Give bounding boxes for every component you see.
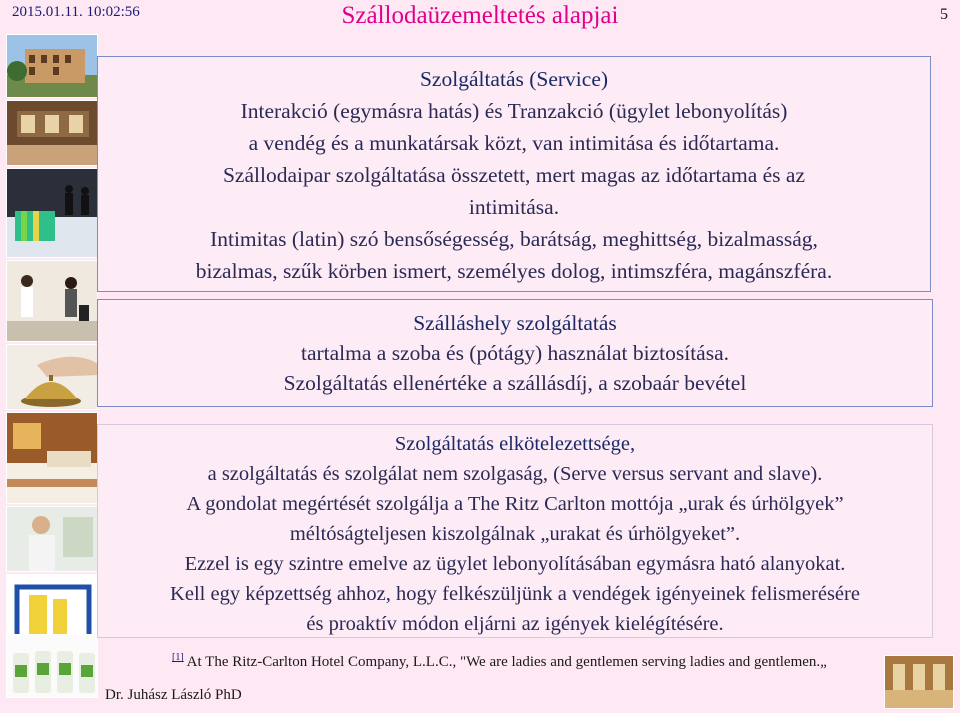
photo-strip (6, 34, 98, 698)
text-line: méltóságteljesen kiszolgálnak „urakat és úrhölgyeket”. (289, 523, 741, 545)
service-commitment-box (97, 424, 933, 638)
hotel-room-photo (6, 412, 98, 504)
text-line: A gondolat megértését szolgálja a The Ritz Carlton mottója „urak és úrhölgyek” (186, 493, 844, 515)
text-line: és proaktív módon eljárni az igények kielégítésére. (306, 613, 724, 635)
service-definition-box (97, 56, 931, 292)
footnote-link[interactable]: [1] (172, 652, 184, 663)
text-line: Ezzel is egy szintre emelve az ügylet lebonyolításában egymásra ható alanyokat. (184, 553, 846, 575)
footnote (172, 652, 827, 671)
slide-title: Szállodaüzemeltetés alapjai (341, 2, 619, 29)
hotel-interior-thumbnail (884, 655, 954, 709)
guests-arrival-photo (6, 260, 98, 342)
cleaning-products-photo (6, 634, 98, 698)
text-line: Szolgáltatás ellenértéke a szállásdíj, a szobaár bevétel (283, 371, 747, 395)
text-line: intimitása. (468, 195, 560, 219)
housekeeper-photo (6, 506, 98, 572)
commitment-heading: Szolgáltatás elkötelezettsége, (394, 433, 636, 455)
accommodation-heading: Szálláshely szolgáltatás (413, 311, 617, 335)
accommodation-service-box (97, 299, 933, 407)
text-line: bizalmas, szűk körben ismert, személyes dolog, intimszféra, magánszféra. (195, 259, 833, 283)
hotel-building-photo (6, 34, 98, 98)
service-bell-photo (6, 344, 98, 410)
hotel-lobby-photo (6, 100, 98, 166)
page-number: 5 (940, 6, 948, 23)
text-line: a szolgáltatás és szolgálat nem szolgaság, (Serve versus servant and slave). (207, 463, 823, 485)
author: Dr. Juhász László PhD (105, 687, 242, 703)
text-line: Szállodaipar szolgáltatása összetett, mert magas az időtartama és az (222, 163, 806, 187)
footnote-text: At The Ritz-Carlton Hotel Company, L.L.C., "We are ladies and gentlemen serving ladies and gentlemen.„ (186, 654, 827, 670)
reception-desk-photo (6, 168, 98, 258)
timestamp: 2015.01.11. 10:02:56 (12, 4, 140, 20)
text-line: Intimitas (latin) szó bensőségesség, barátság, meghittség, bizalmasság, (210, 227, 818, 251)
text-line: Interakció (egymásra hatás) és Tranzakció (ügylet lebonyolítás) (240, 99, 788, 123)
service-heading: Szolgáltatás (Service) (419, 67, 609, 91)
text-line: a vendég és a munkatársak közt, van intimitása és időtartama. (248, 131, 780, 155)
text-line: Kell egy képzettség ahhoz, hogy felkészüljünk a vendégek igényeinek felismerésére (170, 583, 860, 605)
text-line: tartalma a szoba és (pótágy) használat biztosítása. (300, 341, 730, 365)
